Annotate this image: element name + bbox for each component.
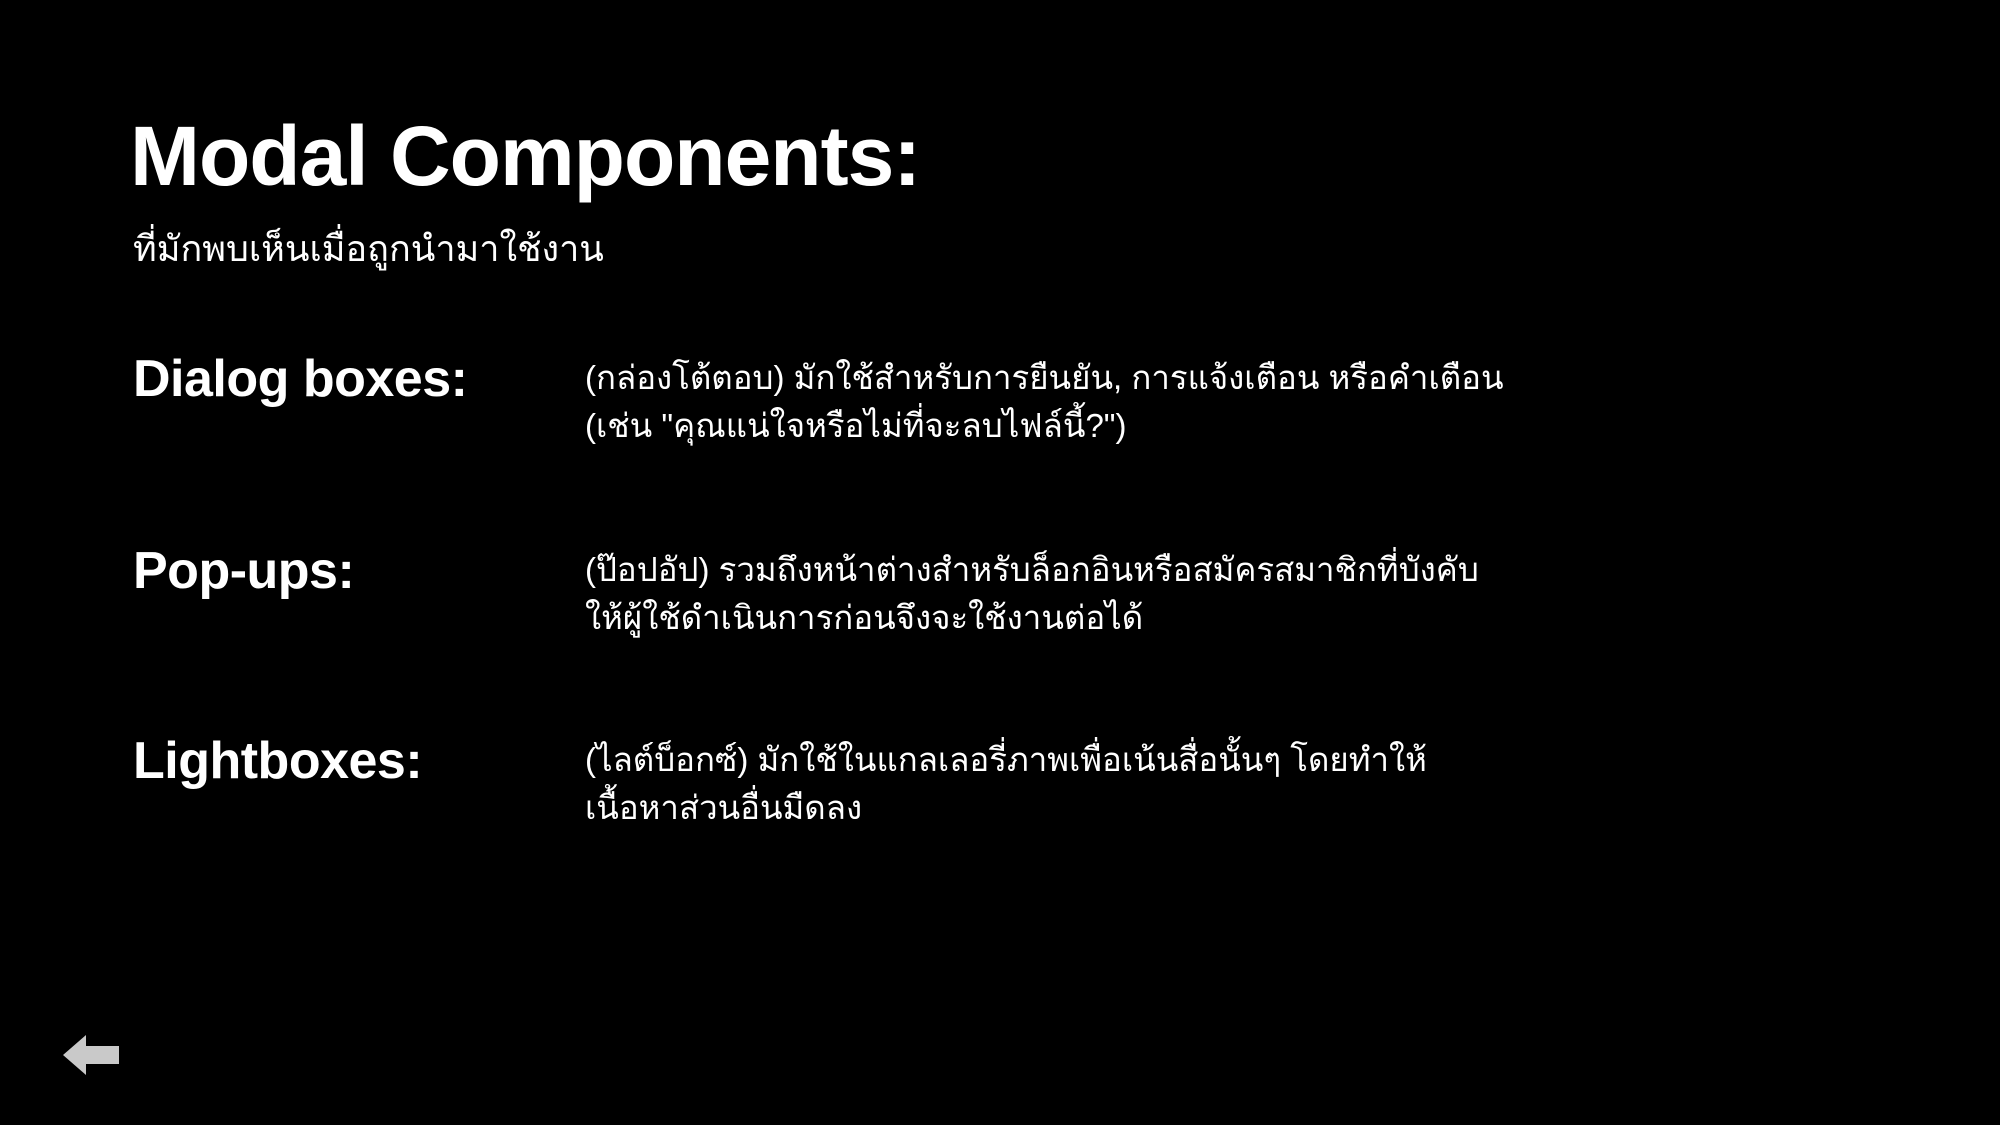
lightboxes-label: Lightboxes: [133, 732, 423, 790]
description-line: (ไลต์บ็อกซ์) มักใช้ในแกลเลอรี่ภาพเพื่อเน้นสื่อนั้นๆ โดยทำให้ [585, 741, 1427, 778]
pop-ups-label: Pop-ups: [133, 542, 355, 600]
pop-ups-description [585, 546, 1735, 642]
dialog-boxes-description [585, 354, 1735, 450]
lightboxes-description [585, 736, 1735, 832]
page-subtitle: ที่มักพบเห็นเมื่อถูกนำมาใช้งาน [133, 228, 604, 269]
dialog-boxes-label: Dialog boxes: [133, 350, 468, 408]
description-line: (กล่องโต้ตอบ) มักใช้สำหรับการยืนยัน, การแจ้งเตือน หรือคำเตือน [585, 359, 1504, 396]
back-button[interactable] [63, 1035, 119, 1075]
arrow-left-icon [63, 1035, 119, 1075]
description-line: ให้ผู้ใช้ดำเนินการก่อนจึงจะใช้งานต่อได้ [585, 599, 1144, 636]
page-title: Modal Components: [130, 109, 921, 203]
description-line: (ป๊อปอัป) รวมถึงหน้าต่างสำหรับล็อกอินหรือสมัครสมาชิกที่บังคับ [585, 551, 1479, 588]
description-line: (เช่น "คุณแน่ใจหรือไม่ที่จะลบไฟล์นี้?") [585, 407, 1127, 444]
description-line: เนื้อหาส่วนอื่นมืดลง [585, 789, 863, 826]
